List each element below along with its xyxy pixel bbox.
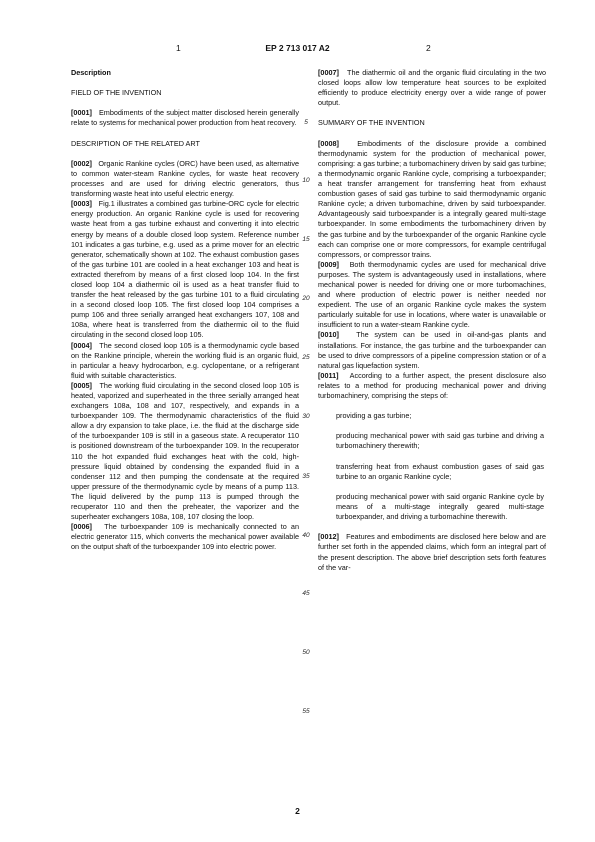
page-number: 2 — [295, 806, 300, 816]
description-heading: Description — [71, 68, 111, 77]
paragraph-text: Fig.1 illustrates a combined gas turbine-ORC cycle for electric energy production. An organic Rankine cycle is used for recovering waste heat from a gas turbine exhaust and converting it into electric energy by means of a double closed loop system. Reference number 101 indicates a gas turbine, e.g. used as a prime mover for an electric generator, schematically shown at 102. The exhaust combustion gases of the gas turbine 101 are cooled in a heat exchanger 103 and heat is extracted therefrom by means of a first closed loop 104. In the first closed loop 104 a diathermic oil is used as a heat transfer fluid to transfer the heat released by the gas turbine 101 to a fluid circulating in a second closed loop 105. The first closed loop 104 comprises a pump 106 and three serially arranged heat exchangers 107, 108 and 108a, where heat is transferred from the diathermic oil to the fluid circulating in the second closed loop 105. — [71, 199, 299, 340]
paragraph-text: Embodiments of the subject matter disclosed herein generally relate to systems for mechanical power production from heat recovery. — [71, 108, 299, 128]
paragraph-text: Organic Rankine cycles (ORC) have been used, as alternative to common water-steam Rankine cycles, for waste heat recovery processes and are used for driving electric generators, thus transforming waste heat into useful electric energy. — [71, 158, 300, 199]
paragraph-text: Both thermodynamic cycles are used for mechanical drive purposes. The system is advantageously used in installations, where mechanical power is needed for driving one or more turbomachines, and where production of electric power is neither needed nor expedient. The use of an organic Rankine cycle makes the system particularly suitable for use in locations, where water is unavailable or insufficient to run a water-steam Rankine cycle. — [318, 259, 546, 330]
field-heading: FIELD OF THE INVENTION — [71, 88, 162, 98]
paragraph-0012 — [318, 532, 546, 572]
paragraph-text: Embodiments of the disclosure provide a combined thermodynamic system for the production of mechanical power, comprising: a gas turbine; a turbomachinery driven by said gas turbine; a thermodynamic organic Rankine cycle, comprising a turboexpander; a heat transfer arrangement for transferring heat from exhaust combustion gases of said gas turbine to said thermodynamic organic Rankine cycle; a driven turbomachine, driven by said turboexpander. Advantageously said turboexpander is a integrally geared multi-stage turboexpander. In some embodiments the turbomachinery driven by the gas turbine and by the turboexpander of the organic Rankine cycle each can comprise one or more compressors, for example centrifugal compressors, or compressor trains. — [318, 138, 546, 259]
line-number: 25 — [302, 354, 310, 361]
header-column-right: 2 — [426, 43, 431, 53]
paragraph-number: [0007] — [318, 68, 339, 77]
paragraph-number: [0001] — [71, 108, 92, 118]
paragraph-number: [0003] — [71, 199, 92, 209]
method-step-4: producing mechanical power with said organic Rankine cycle by means of a multi-stage integrally geared multi-stage turboexpander, and driving a turbomachine therewith. — [336, 491, 544, 522]
paragraph-0004 — [71, 341, 299, 381]
line-number: 15 — [302, 236, 310, 243]
paragraph-number: [0006] — [71, 522, 92, 532]
line-number: 35 — [302, 473, 310, 480]
line-number: 55 — [302, 708, 310, 715]
method-step-1: providing a gas turbine; — [336, 411, 412, 421]
paragraph-0010 — [318, 330, 546, 370]
paragraph-0003 — [71, 199, 299, 340]
paragraph-number: [0011] — [318, 370, 339, 380]
paragraph-text: The diathermic oil and the organic fluid circulating in the two closed loops allow low temperature heat sources to be exploited efficiently to produce electricity energy over a wide range of power output. — [318, 68, 546, 108]
paragraph-0002 — [71, 159, 299, 199]
paragraph-0006 — [71, 522, 299, 552]
line-number: 45 — [302, 590, 310, 597]
paragraph-number: [0004] — [71, 340, 92, 350]
paragraph-number: [0005] — [71, 380, 92, 390]
paragraph-text: The second closed loop 105 is a thermodynamic cycle based on the Rankine principle, wherein the working fluid is an organic fluid, in particular a heavy hydrocarbon, e.g. cyclopentane, or a refrigerant fluid with suitable characteristics. — [71, 340, 299, 380]
method-step-2: producing mechanical power with said gas turbine and driving a turbomachinery therewith; — [336, 431, 544, 451]
line-number: 40 — [302, 532, 310, 539]
paragraph-0009 — [318, 260, 546, 331]
paragraph-text: The working fluid circulating in the second closed loop 105 is heated, vaporized and superheated in the three serially arranged heat exchangers 108a, 108 and 107, respectively, and expands in a turboexpander 109. The thermodynamic characteristics of the fluid allow a dry expansion to take place, i.e. the fluid at the discharge side of the turboexpander 109 is still in a gaseous state. A recuperator 110 is positioned downstream of the turboexpander 109. In the recuperator 110 the hot expanded fluid exchanges heat with the cold, high-pressure liquid obtained by condensing the expanded fluid in a condenser 112 and then pumping the condensate at the required upper pressure of the thermodynamic cycle by means of a pump 113. The liquid delivered by the pump 113 is pumped through the recuperator 110 and then the preheater, the vaporizer and the superheater exchangers 108a, 108, 107 closing the loop. — [71, 380, 300, 522]
paragraph-0007 — [318, 68, 546, 108]
paragraph-number: [0008] — [318, 138, 339, 148]
paragraph-number: [0010] — [318, 330, 339, 340]
paragraph-text: According to a further aspect, the present disclosure also relates to a method for producing mechanical power and driving turbomachinery, comprising the steps of: — [318, 370, 546, 400]
line-number: 5 — [304, 119, 308, 126]
paragraph-text: The turboexpander 109 is mechanically connected to an electric generator 115, which converts the mechanical power available on the output shaft of the turboexpander 109 into electric power. — [71, 522, 300, 552]
right-column — [318, 68, 546, 573]
line-number: 50 — [302, 649, 310, 656]
paragraph-text: Features and embodiments are disclosed here below and are further set forth in the appended claims, which form an integral part of the present description. The above brief description sets forth features of the var- — [318, 532, 546, 572]
paragraph-number: [0002] — [71, 158, 92, 168]
document-number: EP 2 713 017 A2 — [265, 43, 330, 53]
method-step-3: transferring heat from exhaust combustion gases of said gas turbine to an organic Rankine cycle; — [336, 461, 544, 481]
line-number: 30 — [302, 413, 310, 420]
summary-heading: SUMMARY OF THE INVENTION — [318, 118, 425, 128]
line-number: 10 — [302, 177, 310, 184]
paragraph-0008 — [318, 139, 546, 260]
left-column — [71, 68, 299, 553]
paragraph-number: [0012] — [318, 532, 339, 542]
related-art-heading: DESCRIPTION OF THE RELATED ART — [71, 138, 200, 148]
line-number: 20 — [302, 295, 310, 302]
paragraph-text: The system can be used in oil-and-gas plants and installations. For instance, the gas turbine and the turboexpander can be used to drive compressors of a pipeline compression station or of a natural gas liquefaction system. — [318, 330, 547, 370]
paragraph-0005 — [71, 381, 299, 522]
paragraph-0011 — [318, 371, 546, 401]
paragraph-number: [0009] — [318, 259, 339, 269]
paragraph-0001 — [71, 108, 299, 128]
header-column-left: 1 — [176, 43, 181, 53]
